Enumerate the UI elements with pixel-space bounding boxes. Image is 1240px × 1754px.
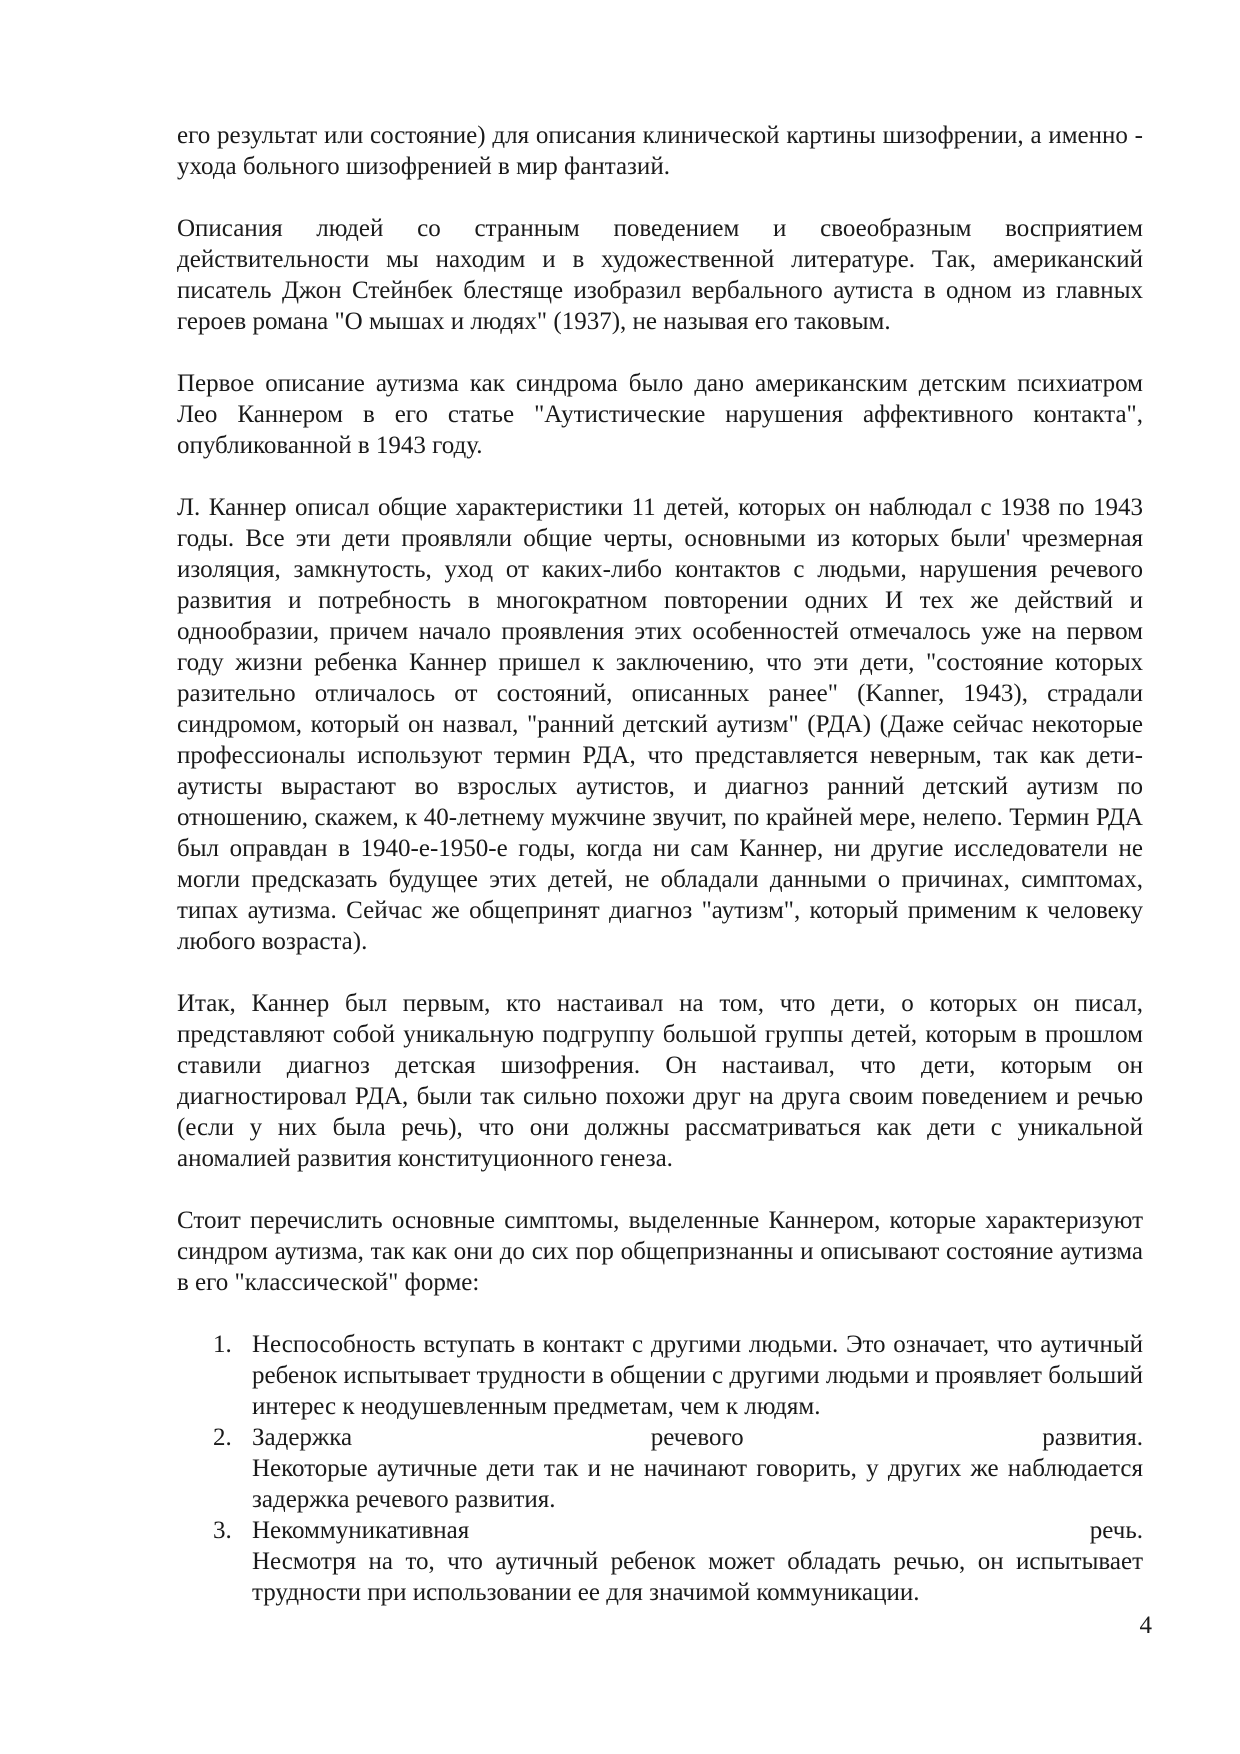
paragraph: Описания людей со странным поведением и своеобразным восприятием действительности мы находим и в художественной литературе. Так, американский писатель Джон Стейнбек блестяще изобразил вербального аутиста в одном из главных героев романа "О мышах и людях" (1937), не называя его таковым. bbox=[177, 215, 1143, 335]
paragraph: его результат или состояние) для описания клинической картины шизофрении, а именно - ухода больного шизофренией в мир фантазий. bbox=[177, 122, 1143, 180]
list-item-number: 1. bbox=[213, 1331, 232, 1358]
page-number: 4 bbox=[1139, 1612, 1152, 1639]
paragraph: Л. Каннер описал общие характеристики 11 детей, которых он наблюдал с 1938 по 1943 годы. Все эти дети проявляли общие черты, основными из которых были' чрезмерная изоляция, замкнутость, уход от каких-либо контактов с людьми, нарушения речевого развития и потребность в многократном повторении одних И тех же действий и однообразии, причем начало проявления этих особенностей отмечалось уже на первом году жизни ребенка Каннер пришел к заключению, что эти дети, "состояние которых разительно отличалось от состояний, описанных ранее" (Kanner, 1943), страдали синдромом, который он назвал, "ранний детский аутизм" (РДА) (Даже сейчас некоторые профессионалы используют термин РДА, что представляется неверным, так как дети-аутисты вырастают во взрослых аутистов, и диагноз ранний детский аутизм по отношению, скажем, к 40-летнему мужчине звучит, по крайней мере, нелепо. Термин РДА был оправдан в 1940-е-1950-е годы, когда ни сам Каннер, ни другие исследователи не могли предсказать будущее этих детей, не обладали данными о причинах, симптомах, типах аутизма. Сейчас же общепринят диагноз "аутизм", который применим к человеку любого возраста). bbox=[177, 494, 1143, 955]
list-item-text: Некоторые аутичные дети так и не начинают говорить, у других же наблюдается задержка речевого развития. bbox=[252, 1455, 1143, 1513]
list-item-heading: Задержка речевого развития. bbox=[252, 1424, 1143, 1451]
list-item-text: Неспособность вступать в контакт с другими людьми. Это означает, что аутичный ребенок испытывает трудности в общении с другими людьми и проявляет больший интерес к неодушевленным предметам, чем к людям. bbox=[252, 1331, 1143, 1420]
page-content bbox=[177, 120, 1143, 1608]
list-item bbox=[213, 1422, 1143, 1515]
list-item-number: 3. bbox=[213, 1517, 232, 1544]
list-item-heading: Некоммуникативная речь. bbox=[252, 1517, 1143, 1544]
list-item bbox=[213, 1329, 1143, 1422]
list-item-number: 2. bbox=[213, 1424, 232, 1451]
paragraph: Стоит перечислить основные симптомы, выделенные Каннером, которые характеризуют синдром аутизма, так как они до сих пор общепризнанны и описывают состояние аутизма в его "классической" форме: bbox=[177, 1207, 1143, 1296]
list-item bbox=[213, 1515, 1143, 1608]
list-item-text: Несмотря на то, что аутичный ребенок может обладать речью, он испытывает трудности при использовании ее для значимой коммуникации. bbox=[252, 1548, 1143, 1606]
symptoms-list bbox=[177, 1329, 1143, 1608]
paragraph: Итак, Каннер был первым, кто настаивал на том, что дети, о которых он писал, представляют собой уникальную подгруппу большой группы детей, которым в прошлом ставили диагноз детская шизофрения. Он настаивал, что дети, которым он диагностировал РДА, были так сильно похожи друг на друга своим поведением и речью (если у них была речь), что они должны рассматриваться как дети с уникальной аномалией развития конституционного генеза. bbox=[177, 990, 1143, 1172]
paragraph: Первое описание аутизма как синдрома было дано американским детским психиатром Лео Каннером в его статье "Аутистические нарушения аффективного контакта", опубликованной в 1943 году. bbox=[177, 370, 1143, 459]
